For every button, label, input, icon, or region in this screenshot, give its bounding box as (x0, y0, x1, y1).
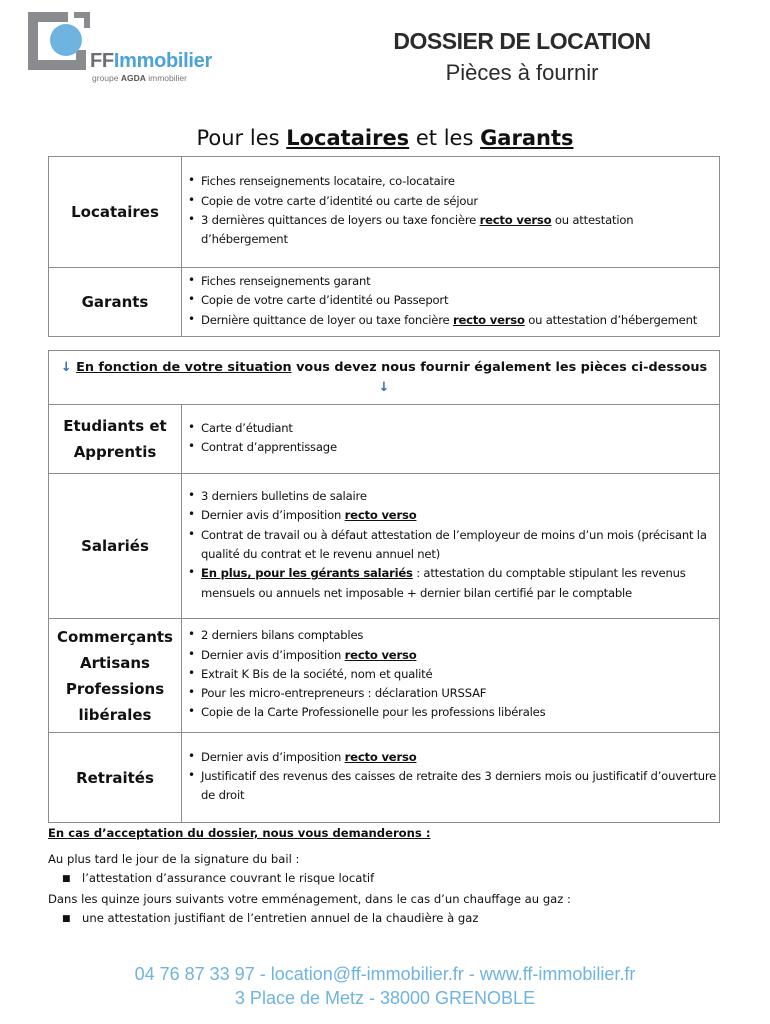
list-item: • Extrait K Bis de la société, nom et qualité (188, 665, 433, 681)
table-row (49, 474, 720, 619)
acceptance-line: Dans les quinze jours suivants votre emménagement, dans le cas d’un chauffage au gaz : (48, 891, 571, 906)
acceptance-line: Au plus tard le jour de la signature du bail : (48, 852, 300, 866)
list-item: • 2 derniers bilans comptables (188, 627, 364, 643)
table-row (49, 405, 720, 474)
row-label-salaries: Salariés (49, 474, 182, 619)
ff-immobilier-logo-icon (22, 8, 94, 74)
row-label-commercants: Commerçants Artisans Professions libérales (49, 619, 182, 733)
situation-table (48, 350, 720, 823)
arrow-down-icon: ↓ (60, 359, 72, 375)
row-label-garants: Garants (49, 268, 182, 337)
list-item: • Contrat d’apprentissage (188, 439, 337, 454)
row-label-etudiants: Etudiants et Apprentis (49, 405, 182, 474)
footer-contact: 04 76 87 33 97 - location@ff-immobilier.fr - www.ff-immobilier.fr (134, 964, 636, 984)
acceptance-title: En cas d’acceptation du dossier, nous vous demanderons : (48, 826, 431, 840)
list-item: • Copie de votre carte d’identité ou Passeport (188, 292, 449, 308)
brand-tagline: groupe AGDA immobilier (92, 73, 187, 83)
table-row (49, 157, 720, 268)
list-item: • 3 derniers bulletins de salaire (188, 488, 367, 504)
table-row (49, 619, 720, 733)
list-item: • Copie de la Carte Professionelle pour les professions libérales (188, 704, 546, 720)
list-item: • Fiches renseignements garant (188, 273, 371, 288)
list-item: • Dernier avis d’imposition recto verso (188, 748, 417, 764)
list-item: • Contrat de travail ou à défaut attestation de l’employeur de moins d’un mois (précisant la qualité du contrat et le revenu annuel net) (188, 526, 707, 561)
arrow-down-icon: ↓ (378, 379, 390, 395)
tenants-guarantors-table (48, 156, 720, 337)
list-item: • 3 dernières quittances de loyers ou taxe foncière recto verso ou attestation d’hébergement (188, 212, 634, 247)
row-label-retraites: Retraités (49, 733, 182, 823)
row-label-locataires: Locataires (49, 157, 182, 268)
list-item: • Justificatif des revenus des caisses de retraite des 3 derniers mois ou justificatif d’ouverture de droit (188, 767, 717, 803)
list-item: • Copie de votre carte d’identité ou carte de séjour (188, 192, 478, 208)
list-item: • En plus, pour les gérants salariés : attestation du comptable stipulant les revenus mensuels ou annuels net imposable + dernier bilan certifié par le comptable (188, 565, 686, 600)
list-item: • Dernier avis d’imposition recto verso (188, 646, 417, 662)
list-item: • Dernière quittance de loyer ou taxe foncière recto verso ou attestation d’hébergement (188, 311, 698, 327)
section-heading: Pour les Locataires et les Garants (196, 126, 574, 150)
square-bullet-icon: ■ (62, 913, 71, 924)
table-row (49, 733, 720, 823)
brand-name: FFImmobilier (90, 50, 212, 72)
situation-banner: ↓ En fonction de votre situation vous devez nous fournir également les pièces ci-dessous ↓ (49, 351, 720, 405)
list-item: • Carte d’étudiant (188, 419, 293, 435)
list-item: • Fiches renseignements locataire, co-locataire (188, 173, 455, 189)
square-bullet-icon: ■ (62, 874, 71, 885)
list-item: • Pour les micro-entrepreneurs : déclaration URSSAF (188, 685, 487, 701)
document-title: DOSSIER DE LOCATION (393, 28, 651, 54)
list-item: ■ l’attestation d’assurance couvrant le risque locatif (48, 869, 571, 889)
list-item: • Dernier avis d’imposition recto verso (188, 507, 417, 523)
document-subtitle: Pièces à fournir (445, 60, 599, 85)
list-item: ■ une attestation justifiant de l’entretien annuel de la chaudière à gaz (48, 909, 571, 929)
table-row (49, 268, 720, 337)
table-row (49, 351, 720, 405)
acceptance-details (48, 850, 571, 929)
footer-address: 3 Place de Metz - 38000 GRENOBLE (234, 988, 536, 1008)
